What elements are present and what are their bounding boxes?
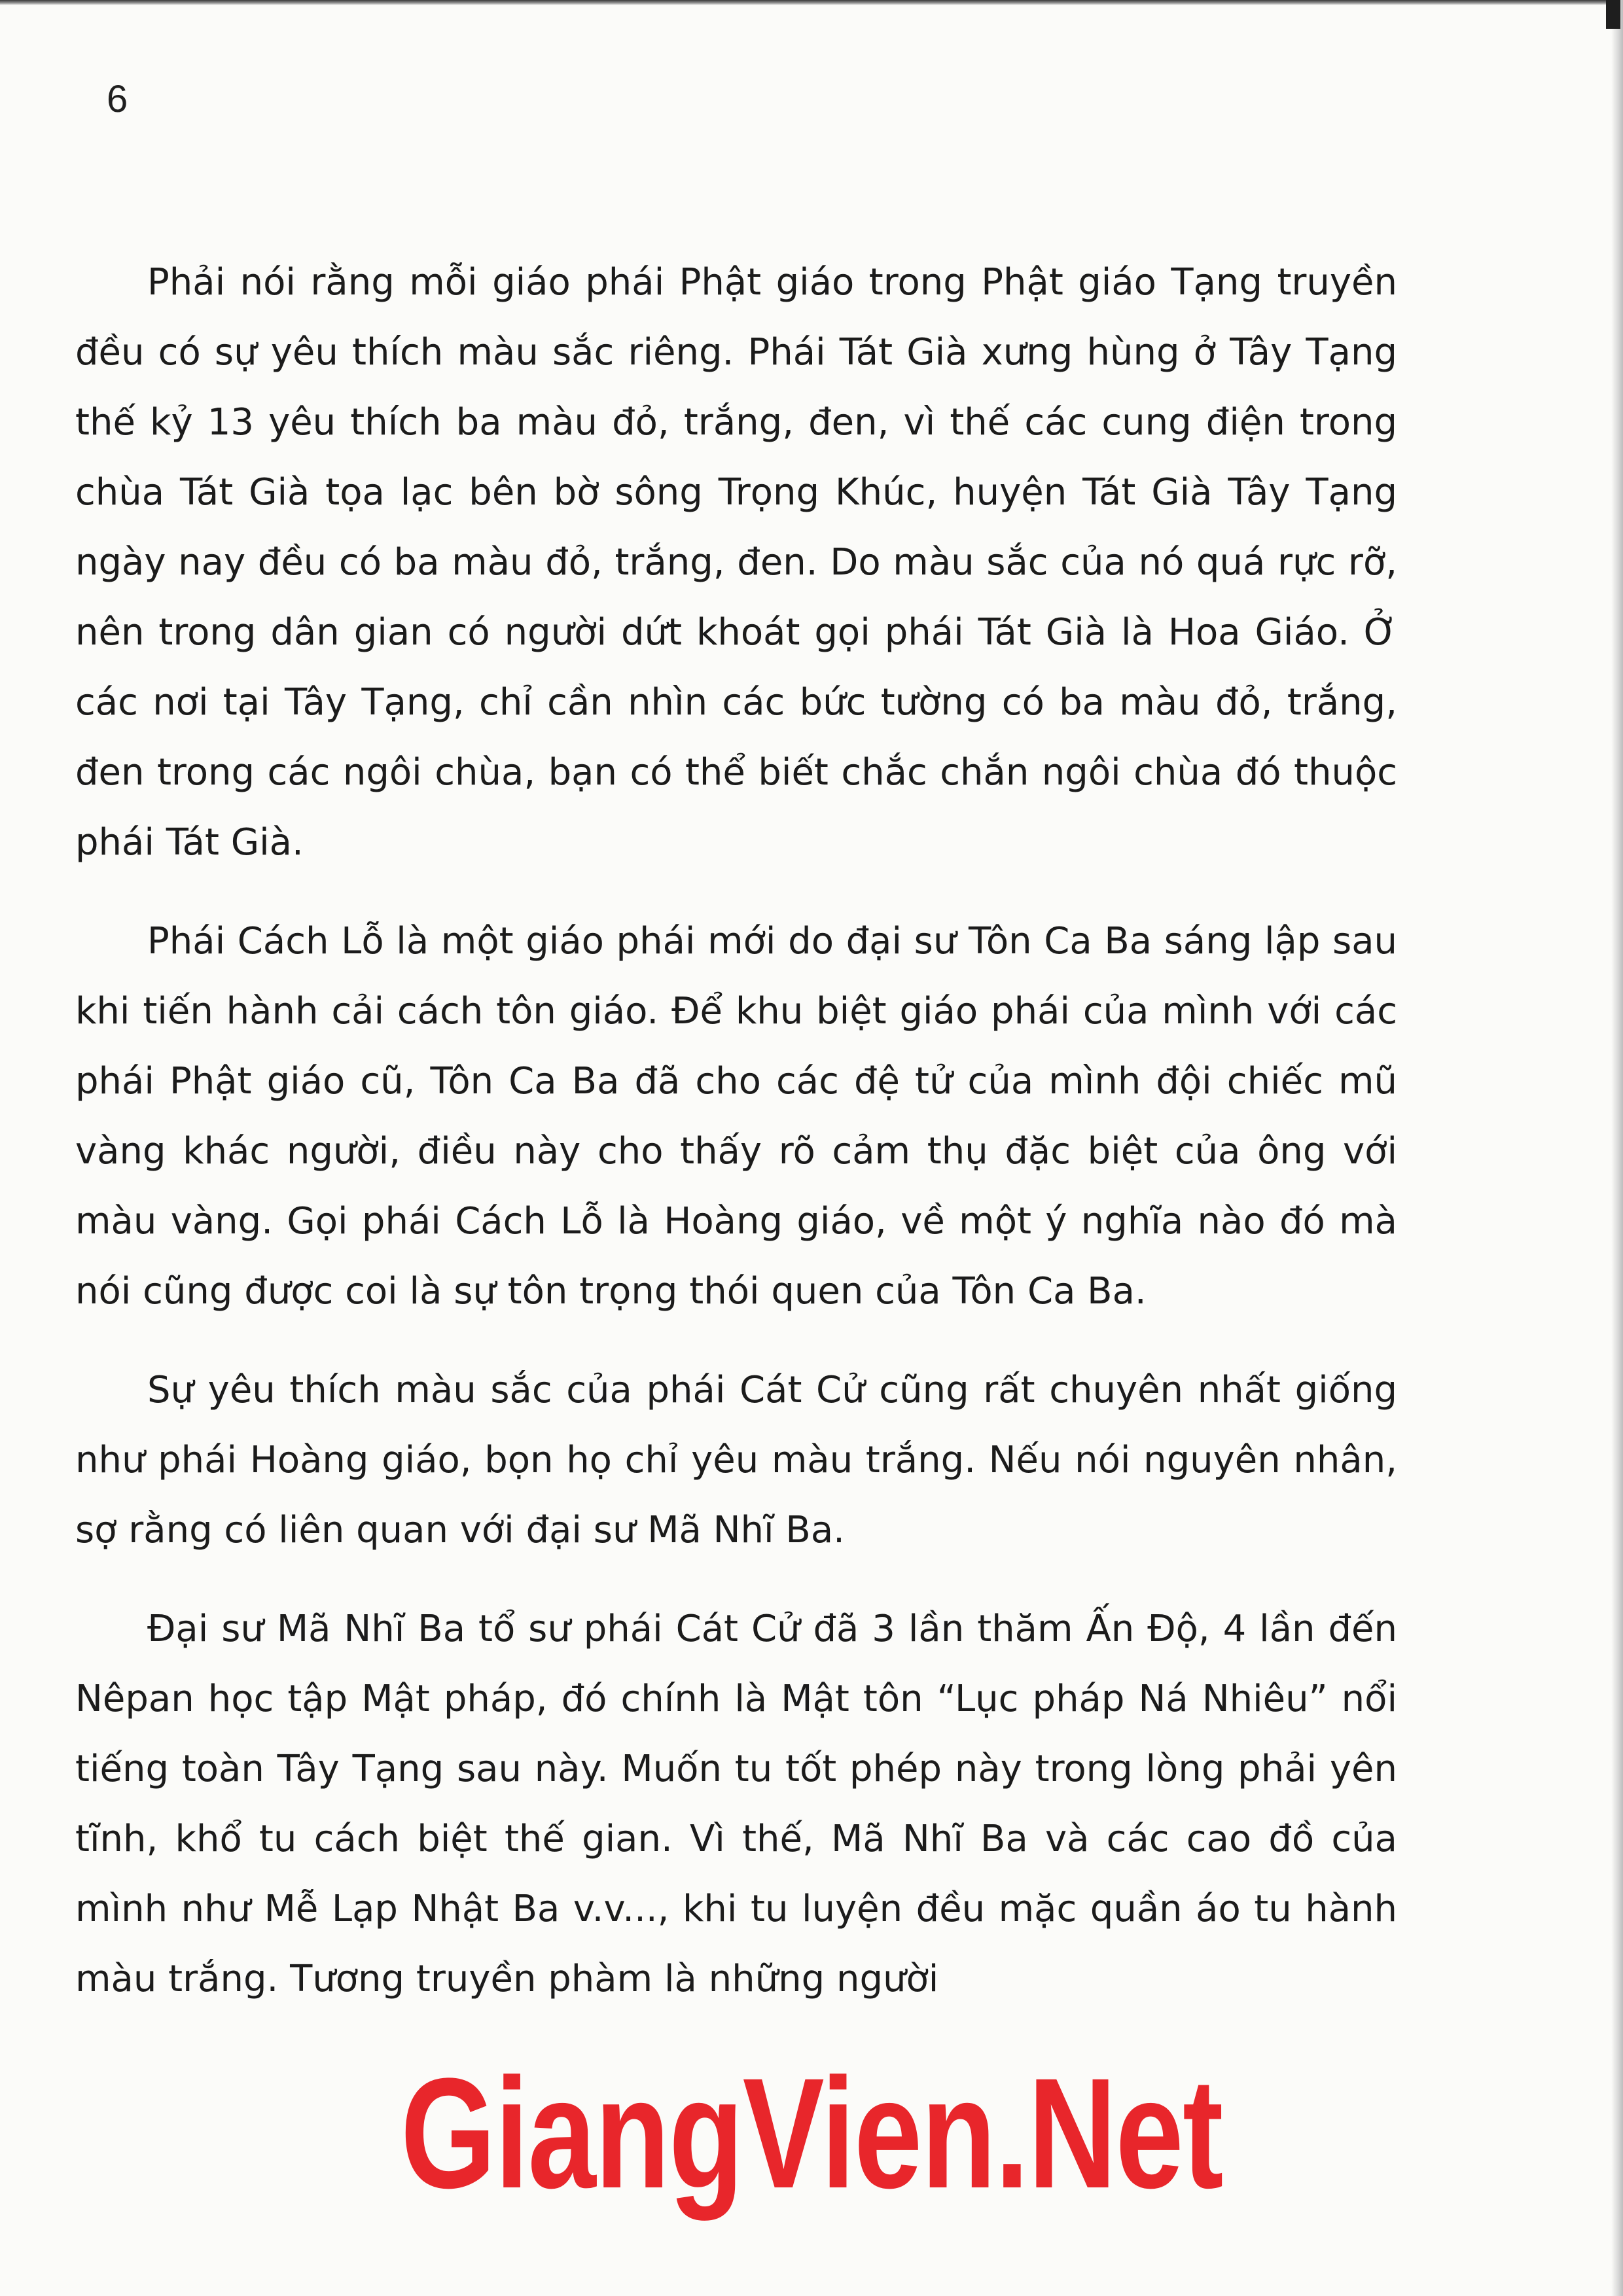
- paragraph-4: Đại sư Mã Nhĩ Ba tổ sư phái Cát Cử đã 3 lần thăm Ấn Độ, 4 lần đến Nêpan học tập Mật pháp, đó chính là Mật tôn “Lục pháp Ná Nhiêu” nổi tiếng toàn Tây Tạng sau này. Muốn tu tốt phép này trong lòng phải yên tĩnh, khổ tu cách biệt thế gian. Vì thế, Mã Nhĩ Ba và các cao đồ của mình như Mễ Lạp Nhật Ba v.v..., khi tu luyện đều mặc quần áo tu hành màu trắng. Tương truyền phàm là những người: [75, 1608, 1397, 2000]
- page-top-edge: [0, 0, 1623, 5]
- paragraph-1: Phải nói rằng mỗi giáo phái Phật giáo trong Phật giáo Tạng truyền đều có sự yêu thích màu sắc riêng. Phái Tát Già xưng hùng ở Tây Tạng thế kỷ 13 yêu thích ba màu đỏ, trắng, đen, vì thế các cung điện trong chùa Tát Già tọa lạc bên bờ sông Trọng Khúc, huyện Tát Già Tây Tạng ngày nay đều có ba màu đỏ, trắng, đen. Do màu sắc của nó quá rực rỡ, nên trong dân gian có người dứt khoát gọi phái Tát Già là Hoa Giáo. Ở các nơi tại Tây Tạng, chỉ cần nhìn các bức tường có ba màu đỏ, trắng, đen trong các ngôi chùa, bạn có thể biết chắc chắn ngôi chùa đó thuộc phái Tát Già.: [75, 261, 1397, 864]
- paragraph-2: Phái Cách Lỗ là một giáo phái mới do đại sư Tôn Ca Ba sáng lập sau khi tiến hành cải cách tôn giáo. Để khu biệt giáo phái của mình với các phái Phật giáo cũ, Tôn Ca Ba đã cho các đệ tử của mình đội chiếc mũ vàng khác người, điều này cho thấy rõ cảm thụ đặc biệt của ông với màu vàng. Gọi phái Cách Lỗ là Hoàng giáo, về một ý nghĩa nào đó mà nói cũng được coi là sự tôn trọng thói quen của Tôn Ca Ba.: [75, 920, 1397, 1313]
- body-text: [75, 247, 1397, 2014]
- page-right-edge: [1611, 0, 1623, 2296]
- watermark: GiangVien.Net: [401, 2045, 1222, 2221]
- paragraph-3: Sự yêu thích màu sắc của phái Cát Cử cũng rất chuyên nhất giống như phái Hoàng giáo, bọn họ chỉ yêu màu trắng. Nếu nói nguyên nhân, sợ rằng có liên quan với đại sư Mã Nhĩ Ba.: [75, 1369, 1397, 1551]
- scan-corner-mark: [1606, 0, 1620, 29]
- page-number: 6: [107, 78, 128, 120]
